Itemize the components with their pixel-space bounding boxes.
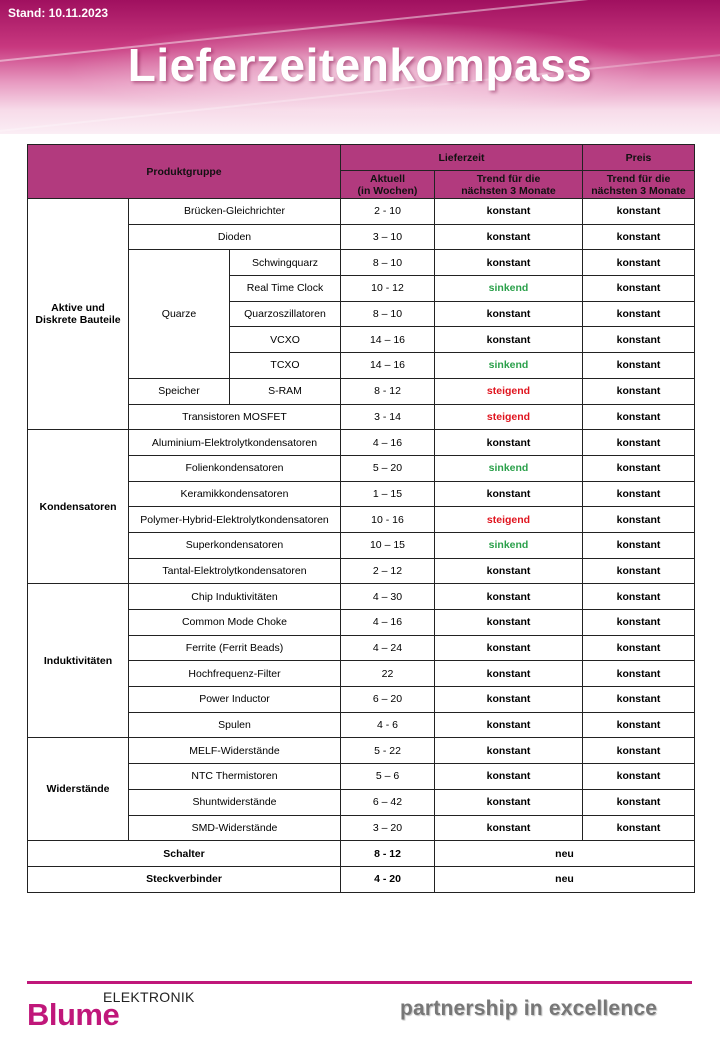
table-row	[28, 430, 695, 456]
table-row	[28, 558, 695, 584]
row-aktuell: 5 – 20	[341, 455, 435, 481]
lieferzeiten-table	[27, 144, 695, 893]
row-aktuell: 3 – 10	[341, 224, 435, 250]
row-trend: sinkend	[435, 455, 583, 481]
row-aktuell: 4 – 16	[341, 610, 435, 636]
row-name: Tantal-Elektrolytkondensatoren	[129, 558, 341, 584]
row-preis: konstant	[583, 789, 695, 815]
table-row	[28, 584, 695, 610]
logo-blume: Blume	[27, 997, 120, 1032]
logo-elektronik: ELEKTRONIK	[103, 989, 195, 1005]
row-aktuell: 4 – 30	[341, 584, 435, 610]
row-preis: konstant	[583, 430, 695, 456]
row-preis: konstant	[583, 250, 695, 276]
table-row	[28, 866, 695, 892]
row-trend: konstant	[435, 661, 583, 687]
row-preis: konstant	[583, 532, 695, 558]
row-name: S-RAM	[230, 378, 341, 404]
row-preis: konstant	[583, 764, 695, 790]
table-row	[28, 712, 695, 738]
row-trend: konstant	[435, 584, 583, 610]
row-preis: konstant	[583, 687, 695, 713]
row-preis: konstant	[583, 353, 695, 379]
header-aktuell: Aktuell (in Wochen)	[341, 171, 435, 199]
row-name: Folienkondensatoren	[129, 455, 341, 481]
header-lieferzeit: Lieferzeit	[341, 145, 583, 171]
slogan: partnership in excellence	[400, 997, 658, 1020]
row-aktuell: 5 – 6	[341, 764, 435, 790]
row-trend: steigend	[435, 378, 583, 404]
row-name: Dioden	[129, 224, 341, 250]
table-row	[28, 404, 695, 430]
row-trend: steigend	[435, 404, 583, 430]
row-name: Quarzoszillatoren	[230, 301, 341, 327]
table-row	[28, 789, 695, 815]
row-trend: konstant	[435, 815, 583, 841]
row-aktuell: 10 – 15	[341, 532, 435, 558]
table-row	[28, 815, 695, 841]
row-aktuell: 8 - 12	[341, 378, 435, 404]
row-name: Shuntwiderstände	[129, 789, 341, 815]
row-preis: konstant	[583, 378, 695, 404]
row-preis: konstant	[583, 584, 695, 610]
row-trend: sinkend	[435, 532, 583, 558]
row-name: Hochfrequenz-Filter	[129, 661, 341, 687]
table-row	[28, 199, 695, 225]
header-banner	[0, 0, 720, 134]
row-name: MELF-Widerstände	[129, 738, 341, 764]
row-aktuell: 4 - 20	[341, 866, 435, 892]
row-trend: sinkend	[435, 276, 583, 302]
row-trend: konstant	[435, 738, 583, 764]
table-row	[28, 250, 695, 276]
row-name: TCXO	[230, 353, 341, 379]
row-preis: konstant	[583, 199, 695, 225]
row-name: Transistoren MOSFET	[129, 404, 341, 430]
row-trend: konstant	[435, 610, 583, 636]
row-preis: konstant	[583, 558, 695, 584]
row-trend: konstant	[435, 327, 583, 353]
row-preis: konstant	[583, 738, 695, 764]
row-name: Power Inductor	[129, 687, 341, 713]
row-aktuell: 1 – 15	[341, 481, 435, 507]
row-aktuell: 22	[341, 661, 435, 687]
row-preis: konstant	[583, 610, 695, 636]
row-aktuell: 4 - 6	[341, 712, 435, 738]
row-trend: konstant	[435, 301, 583, 327]
row-name: Brücken-Gleichrichter	[129, 199, 341, 225]
row-aktuell: 8 – 10	[341, 301, 435, 327]
header-trend-lieferzeit: Trend für die nächsten 3 Monate	[435, 171, 583, 199]
row-trend: konstant	[435, 764, 583, 790]
row-trend: konstant	[435, 224, 583, 250]
row-aktuell: 2 - 10	[341, 199, 435, 225]
row-preis: konstant	[583, 276, 695, 302]
subgroup-quarze: Quarze	[129, 250, 230, 378]
row-preis: konstant	[583, 635, 695, 661]
table-row	[28, 841, 695, 867]
row-preis: konstant	[583, 481, 695, 507]
row-preis: konstant	[583, 507, 695, 533]
row-trend: konstant	[435, 199, 583, 225]
row-aktuell: 10 - 12	[341, 276, 435, 302]
row-aktuell: 6 – 42	[341, 789, 435, 815]
group-widerstaende: Widerstände	[28, 738, 129, 841]
table-row	[28, 661, 695, 687]
row-status: neu	[435, 866, 695, 892]
row-aktuell: 5 - 22	[341, 738, 435, 764]
row-aktuell: 3 – 20	[341, 815, 435, 841]
row-preis: konstant	[583, 301, 695, 327]
row-aktuell: 6 – 20	[341, 687, 435, 713]
row-aktuell: 8 – 10	[341, 250, 435, 276]
table-row	[28, 455, 695, 481]
row-name: Real Time Clock	[230, 276, 341, 302]
row-trend: konstant	[435, 635, 583, 661]
row-aktuell: 14 – 16	[341, 353, 435, 379]
group-kondensatoren: Kondensatoren	[28, 430, 129, 584]
row-aktuell: 4 – 24	[341, 635, 435, 661]
row-trend: konstant	[435, 481, 583, 507]
row-name-schalter: Schalter	[28, 841, 341, 867]
row-name: SMD-Widerstände	[129, 815, 341, 841]
table-row	[28, 378, 695, 404]
table-row	[28, 481, 695, 507]
row-preis: konstant	[583, 455, 695, 481]
row-name: VCXO	[230, 327, 341, 353]
row-trend: konstant	[435, 712, 583, 738]
row-aktuell: 2 – 12	[341, 558, 435, 584]
table-row	[28, 738, 695, 764]
row-preis: konstant	[583, 327, 695, 353]
row-trend: konstant	[435, 789, 583, 815]
row-name-steckverbinder: Steckverbinder	[28, 866, 341, 892]
row-trend: sinkend	[435, 353, 583, 379]
row-aktuell: 14 – 16	[341, 327, 435, 353]
table-row	[28, 764, 695, 790]
row-aktuell: 3 - 14	[341, 404, 435, 430]
row-name: Aluminium-Elektrolytkondensatoren	[129, 430, 341, 456]
group-aktive-diskrete: Aktive und Diskrete Bauteile	[28, 199, 129, 430]
row-preis: konstant	[583, 661, 695, 687]
header-produktgruppe: Produktgruppe	[28, 145, 341, 199]
row-trend: konstant	[435, 250, 583, 276]
row-aktuell: 4 – 16	[341, 430, 435, 456]
row-aktuell: 10 - 16	[341, 507, 435, 533]
table-row	[28, 532, 695, 558]
table-row	[28, 610, 695, 636]
row-preis: konstant	[583, 712, 695, 738]
row-name: Polymer-Hybrid-Elektrolytkondensatoren	[129, 507, 341, 533]
row-trend: steigend	[435, 507, 583, 533]
row-trend: konstant	[435, 687, 583, 713]
row-preis: konstant	[583, 404, 695, 430]
table-row	[28, 687, 695, 713]
footer-divider	[27, 981, 692, 984]
row-name: Ferrite (Ferrit Beads)	[129, 635, 341, 661]
row-name: Schwingquarz	[230, 250, 341, 276]
row-name: Keramikkondensatoren	[129, 481, 341, 507]
table-row	[28, 507, 695, 533]
row-trend: konstant	[435, 558, 583, 584]
stand-date: Stand: 10.11.2023	[8, 6, 109, 20]
row-name: Spulen	[129, 712, 341, 738]
row-preis: konstant	[583, 815, 695, 841]
row-trend: konstant	[435, 430, 583, 456]
row-name: Common Mode Choke	[129, 610, 341, 636]
table-row	[28, 224, 695, 250]
blume-logo	[27, 989, 217, 1032]
group-induktivitaeten: Induktivitäten	[28, 584, 129, 738]
header-preis: Preis	[583, 145, 695, 171]
row-name: Superkondensatoren	[129, 532, 341, 558]
row-preis: konstant	[583, 224, 695, 250]
row-name: NTC Thermistoren	[129, 764, 341, 790]
row-aktuell: 8 - 12	[341, 841, 435, 867]
row-status: neu	[435, 841, 695, 867]
header-trend-preis: Trend für die nächsten 3 Monate	[583, 171, 695, 199]
subgroup-speicher: Speicher	[129, 378, 230, 404]
page-title: Lieferzeitenkompass	[127, 39, 593, 91]
table-row	[28, 635, 695, 661]
row-name: Chip Induktivitäten	[129, 584, 341, 610]
